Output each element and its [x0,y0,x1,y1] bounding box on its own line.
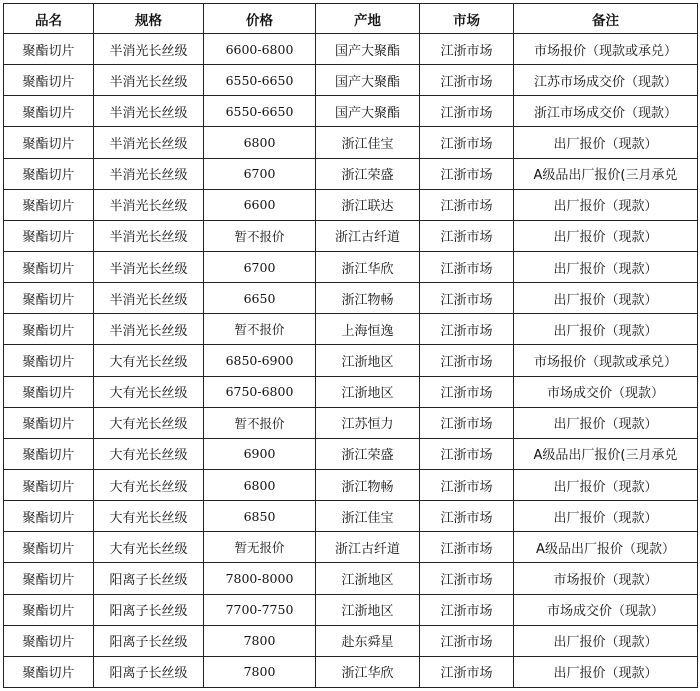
market-cell: 江浙市场 [420,34,514,65]
remark-cell: 市场成交价（现款） [514,376,698,407]
table-row [4,251,698,282]
remark-cell: 市场报价（现款或承兑） [514,34,698,65]
remark-cell: 出厂报价（现款） [514,407,698,438]
product-cell: 聚酯切片 [4,594,94,625]
price-cell: 6550-6650 [204,65,316,96]
header-remark: 备注 [514,4,698,34]
spec-cell: 半消光长丝级 [94,251,204,282]
market-cell: 江浙市场 [420,469,514,500]
spec-cell: 半消光长丝级 [94,220,204,251]
table-row [4,469,698,500]
origin-cell: 浙江荣盛 [316,438,420,469]
price-cell: 6800 [204,127,316,158]
product-cell: 聚酯切片 [4,532,94,563]
spec-cell: 阳离子长丝级 [94,656,204,687]
market-cell: 江浙市场 [420,345,514,376]
price-cell: 7800-8000 [204,563,316,594]
table-row [4,65,698,96]
market-cell: 江浙市场 [420,96,514,127]
table-row [4,656,698,687]
spec-cell: 半消光长丝级 [94,189,204,220]
header-origin: 产地 [316,4,420,34]
market-cell: 江浙市场 [420,314,514,345]
product-cell: 聚酯切片 [4,220,94,251]
market-cell: 江浙市场 [420,532,514,563]
origin-cell: 江浙地区 [316,594,420,625]
remark-cell: 出厂报价（现款） [514,283,698,314]
market-cell: 江浙市场 [420,65,514,96]
origin-cell: 江苏恒力 [316,407,420,438]
product-cell: 聚酯切片 [4,407,94,438]
product-cell: 聚酯切片 [4,127,94,158]
origin-cell: 浙江物畅 [316,469,420,500]
table-row [4,594,698,625]
market-cell: 江浙市场 [420,220,514,251]
price-cell: 7800 [204,625,316,656]
product-cell: 聚酯切片 [4,96,94,127]
product-cell: 聚酯切片 [4,625,94,656]
spec-cell: 半消光长丝级 [94,34,204,65]
market-cell: 江浙市场 [420,189,514,220]
market-cell: 江浙市场 [420,158,514,189]
market-cell: 江浙市场 [420,376,514,407]
origin-cell: 国产大聚酯 [316,65,420,96]
remark-cell: 出厂报价（现款） [514,189,698,220]
table-body [4,34,698,688]
price-cell: 6900 [204,438,316,469]
price-cell: 暂不报价 [204,407,316,438]
price-table [3,3,698,688]
header-product: 品名 [4,4,94,34]
price-cell: 6550-6650 [204,96,316,127]
spec-cell: 阳离子长丝级 [94,625,204,656]
header-market: 市场 [420,4,514,34]
remark-cell: 浙江市场成交价（现款） [514,96,698,127]
table-row [4,189,698,220]
table-row [4,220,698,251]
product-cell: 聚酯切片 [4,251,94,282]
table-row [4,438,698,469]
remark-cell: 出厂报价（现款） [514,314,698,345]
spec-cell: 半消光长丝级 [94,314,204,345]
market-cell: 江浙市场 [420,438,514,469]
remark-cell: 江苏市场成交价（现款） [514,65,698,96]
remark-cell: A级品出厂报价(三月承兑 [514,438,698,469]
origin-cell: 浙江荣盛 [316,158,420,189]
spec-cell: 大有光长丝级 [94,501,204,532]
remark-cell: 市场成交价（现款） [514,594,698,625]
origin-cell: 江浙地区 [316,345,420,376]
market-cell: 江浙市场 [420,127,514,158]
product-cell: 聚酯切片 [4,314,94,345]
table-row [4,158,698,189]
market-cell: 江浙市场 [420,407,514,438]
remark-cell: A级品出厂报价（现款） [514,532,698,563]
spec-cell: 半消光长丝级 [94,65,204,96]
spec-cell: 大有光长丝级 [94,407,204,438]
product-cell: 聚酯切片 [4,189,94,220]
origin-cell: 浙江佳宝 [316,501,420,532]
product-cell: 聚酯切片 [4,656,94,687]
table-row [4,563,698,594]
spec-cell: 半消光长丝级 [94,158,204,189]
market-cell: 江浙市场 [420,594,514,625]
product-cell: 聚酯切片 [4,158,94,189]
product-cell: 聚酯切片 [4,469,94,500]
table-row [4,345,698,376]
table-row [4,532,698,563]
price-cell: 6600-6800 [204,34,316,65]
remark-cell: A级品出厂报价(三月承兑 [514,158,698,189]
origin-cell: 浙江物畅 [316,283,420,314]
product-cell: 聚酯切片 [4,438,94,469]
price-cell: 6650 [204,283,316,314]
spec-cell: 半消光长丝级 [94,127,204,158]
origin-cell: 江浙地区 [316,563,420,594]
remark-cell: 出厂报价（现款） [514,127,698,158]
table-row [4,625,698,656]
price-cell: 6800 [204,469,316,500]
spec-cell: 阳离子长丝级 [94,563,204,594]
header-spec: 规格 [94,4,204,34]
origin-cell: 浙江古纤道 [316,220,420,251]
market-cell: 江浙市场 [420,251,514,282]
market-cell: 江浙市场 [420,563,514,594]
origin-cell: 浙江华欣 [316,656,420,687]
price-cell: 6700 [204,158,316,189]
header-price: 价格 [204,4,316,34]
product-cell: 聚酯切片 [4,65,94,96]
price-cell: 暂无报价 [204,532,316,563]
table-row [4,407,698,438]
table-row [4,127,698,158]
price-cell: 6600 [204,189,316,220]
price-cell: 6700 [204,251,316,282]
spec-cell: 大有光长丝级 [94,345,204,376]
table-row [4,34,698,65]
origin-cell: 国产大聚酯 [316,34,420,65]
origin-cell: 浙江华欣 [316,251,420,282]
table-row [4,314,698,345]
spec-cell: 大有光长丝级 [94,532,204,563]
remark-cell: 市场报价（现款或承兑） [514,345,698,376]
price-cell: 6850-6900 [204,345,316,376]
product-cell: 聚酯切片 [4,345,94,376]
remark-cell: 出厂报价（现款） [514,251,698,282]
price-cell: 暂不报价 [204,314,316,345]
table-row [4,96,698,127]
market-cell: 江浙市场 [420,656,514,687]
spec-cell: 阳离子长丝级 [94,594,204,625]
origin-cell: 赴东舜星 [316,625,420,656]
remark-cell: 市场报价（现款） [514,563,698,594]
product-cell: 聚酯切片 [4,501,94,532]
product-cell: 聚酯切片 [4,376,94,407]
market-cell: 江浙市场 [420,501,514,532]
remark-cell: 出厂报价（现款） [514,656,698,687]
product-cell: 聚酯切片 [4,283,94,314]
spec-cell: 大有光长丝级 [94,376,204,407]
price-cell: 暂不报价 [204,220,316,251]
remark-cell: 出厂报价（现款） [514,501,698,532]
price-cell: 6850 [204,501,316,532]
spec-cell: 半消光长丝级 [94,96,204,127]
table-row [4,376,698,407]
remark-cell: 出厂报价（现款） [514,220,698,251]
price-cell: 6750-6800 [204,376,316,407]
table-row [4,283,698,314]
origin-cell: 浙江联达 [316,189,420,220]
header-row [4,4,698,34]
market-cell: 江浙市场 [420,283,514,314]
price-cell: 7800 [204,656,316,687]
spec-cell: 半消光长丝级 [94,283,204,314]
spec-cell: 大有光长丝级 [94,438,204,469]
market-cell: 江浙市场 [420,625,514,656]
origin-cell: 浙江古纤道 [316,532,420,563]
origin-cell: 国产大聚酯 [316,96,420,127]
origin-cell: 江浙地区 [316,376,420,407]
origin-cell: 浙江佳宝 [316,127,420,158]
table-row [4,501,698,532]
price-cell: 7700-7750 [204,594,316,625]
remark-cell: 出厂报价（现款） [514,469,698,500]
spec-cell: 大有光长丝级 [94,469,204,500]
remark-cell: 出厂报价（现款） [514,625,698,656]
product-cell: 聚酯切片 [4,563,94,594]
product-cell: 聚酯切片 [4,34,94,65]
origin-cell: 上海恒逸 [316,314,420,345]
